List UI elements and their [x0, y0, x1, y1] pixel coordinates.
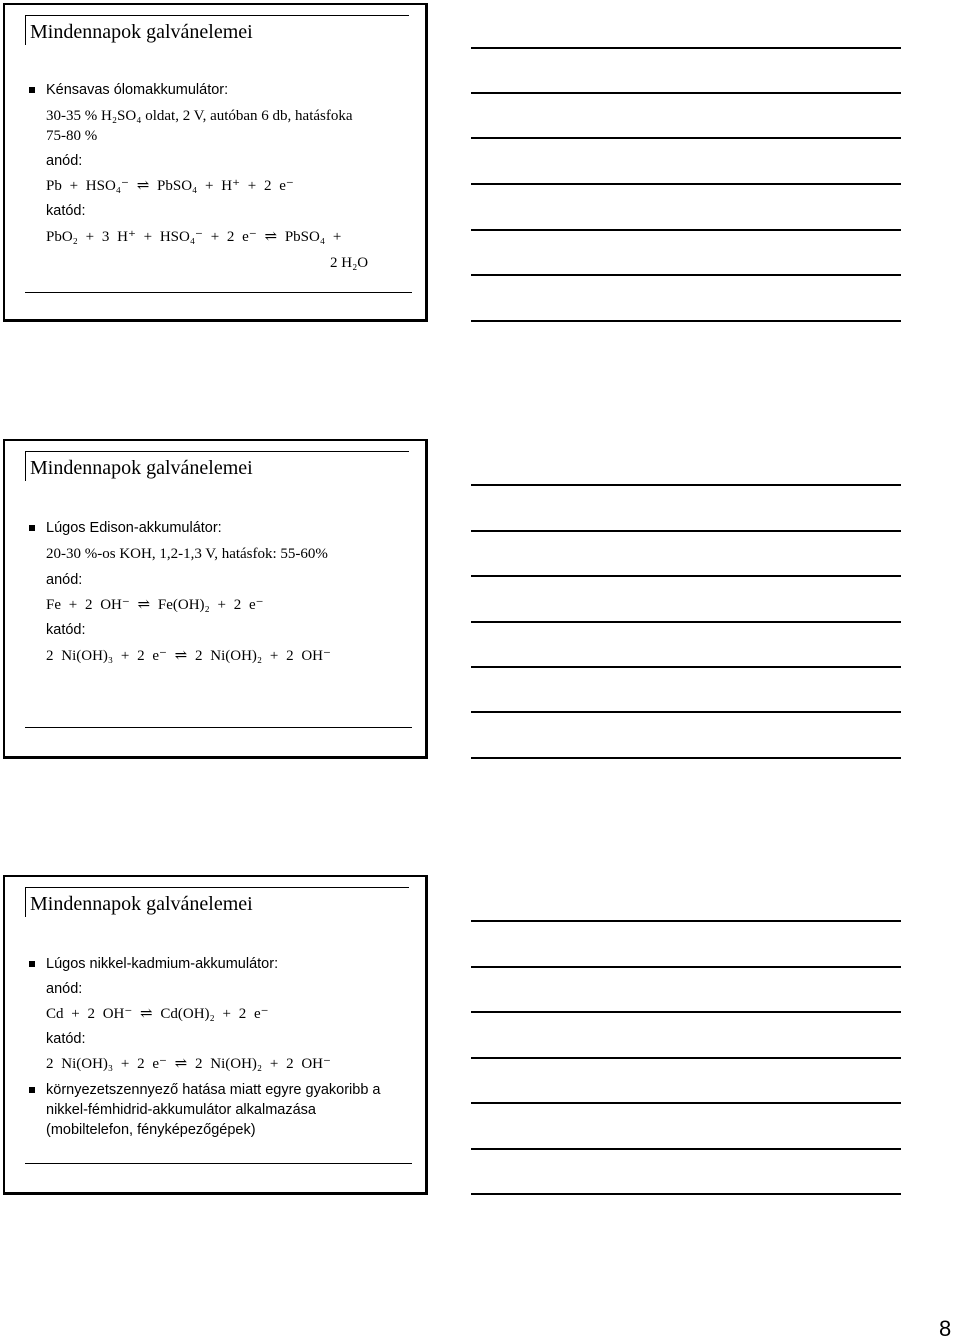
anode-label: anód:: [46, 981, 83, 997]
bullet2-text: (mobiltelefon, fényképezőgépek): [46, 1122, 256, 1138]
cathode-equation: PbO₂ + 3 H⁺ + HSO₄⁻ + 2 e⁻ ⇌ PbSO₄ +: [46, 229, 342, 245]
title-tick: [25, 15, 26, 45]
bottom-rule: [25, 1163, 412, 1164]
cathode-equation: 2 Ni(OH)₃ + 2 e⁻ ⇌ 2 Ni(OH)₂ + 2 OH⁻: [46, 1056, 331, 1072]
cathode-label: katód:: [46, 1031, 86, 1047]
note-line: [471, 666, 901, 668]
slide-title: Mindennapok galvánelemei: [30, 21, 253, 43]
slide-title: Mindennapok galvánelemei: [30, 893, 253, 915]
cathode-label: katód:: [46, 622, 86, 638]
note-line: [471, 92, 901, 94]
slide-1: [3, 3, 428, 322]
description-line: 75-80 %: [46, 128, 98, 144]
title-rule: [25, 887, 409, 888]
slide-title: Mindennapok galvánelemei: [30, 457, 253, 479]
note-line: [471, 229, 901, 231]
title-rule: [25, 15, 409, 16]
bullet-text: Kénsavas ólomakkumulátor:: [46, 82, 229, 98]
bullet2-text: nikkel-fémhidrid-akkumulátor alkalmazása: [46, 1102, 316, 1118]
slide-3: [3, 875, 428, 1195]
bullet-icon: [29, 525, 35, 531]
note-line: [471, 320, 901, 322]
bullet-icon: [29, 961, 35, 967]
note-line: [471, 966, 901, 968]
bullet-icon: [29, 87, 35, 93]
note-line: [471, 274, 901, 276]
description-line: 30-35 % H₂SO₄ oldat, 2 V, autóban 6 db, hatásfoka: [46, 108, 353, 124]
note-line: [471, 47, 901, 49]
note-line: [471, 1102, 901, 1104]
anode-equation: Pb + HSO₄⁻ ⇌ PbSO₄ + H⁺ + 2 e⁻: [46, 178, 294, 194]
cathode-label: katód:: [46, 203, 86, 219]
bottom-rule: [25, 292, 412, 293]
anode-label: anód:: [46, 572, 83, 588]
bullet-icon: [29, 1087, 35, 1093]
note-line: [471, 1057, 901, 1059]
title-rule: [25, 451, 409, 452]
note-line: [471, 530, 901, 532]
anode-equation: Fe + 2 OH⁻ ⇌ Fe(OH)₂ + 2 e⁻: [46, 597, 264, 613]
note-line: [471, 621, 901, 623]
page-number: 8: [939, 1316, 952, 1341]
bullet2-text: környezetszennyező hatása miatt egyre gyakoribb a: [46, 1082, 381, 1098]
bullet-text: Lúgos nikkel-kadmium-akkumulátor:: [46, 956, 279, 972]
note-line: [471, 920, 901, 922]
cathode-equation: 2 Ni(OH)₃ + 2 e⁻ ⇌ 2 Ni(OH)₂ + 2 OH⁻: [46, 648, 331, 664]
note-line: [471, 137, 901, 139]
note-line: [471, 484, 901, 486]
note-line: [471, 575, 901, 577]
note-line: [471, 183, 901, 185]
bottom-rule: [25, 727, 412, 728]
note-line: [471, 757, 901, 759]
bullet-text: Lúgos Edison-akkumulátor:: [46, 520, 222, 536]
title-tick: [25, 887, 26, 917]
slide-2: [3, 439, 428, 759]
cathode-equation-cont: 2 H₂O: [330, 255, 369, 271]
title-tick: [25, 451, 26, 481]
anode-label: anód:: [46, 153, 83, 169]
note-line: [471, 1193, 901, 1195]
anode-equation: Cd + 2 OH⁻ ⇌ Cd(OH)₂ + 2 e⁻: [46, 1006, 269, 1022]
note-line: [471, 711, 901, 713]
description-line: 20-30 %-os KOH, 1,2-1,3 V, hatásfok: 55-60%: [46, 546, 328, 562]
note-line: [471, 1148, 901, 1150]
note-line: [471, 1011, 901, 1013]
